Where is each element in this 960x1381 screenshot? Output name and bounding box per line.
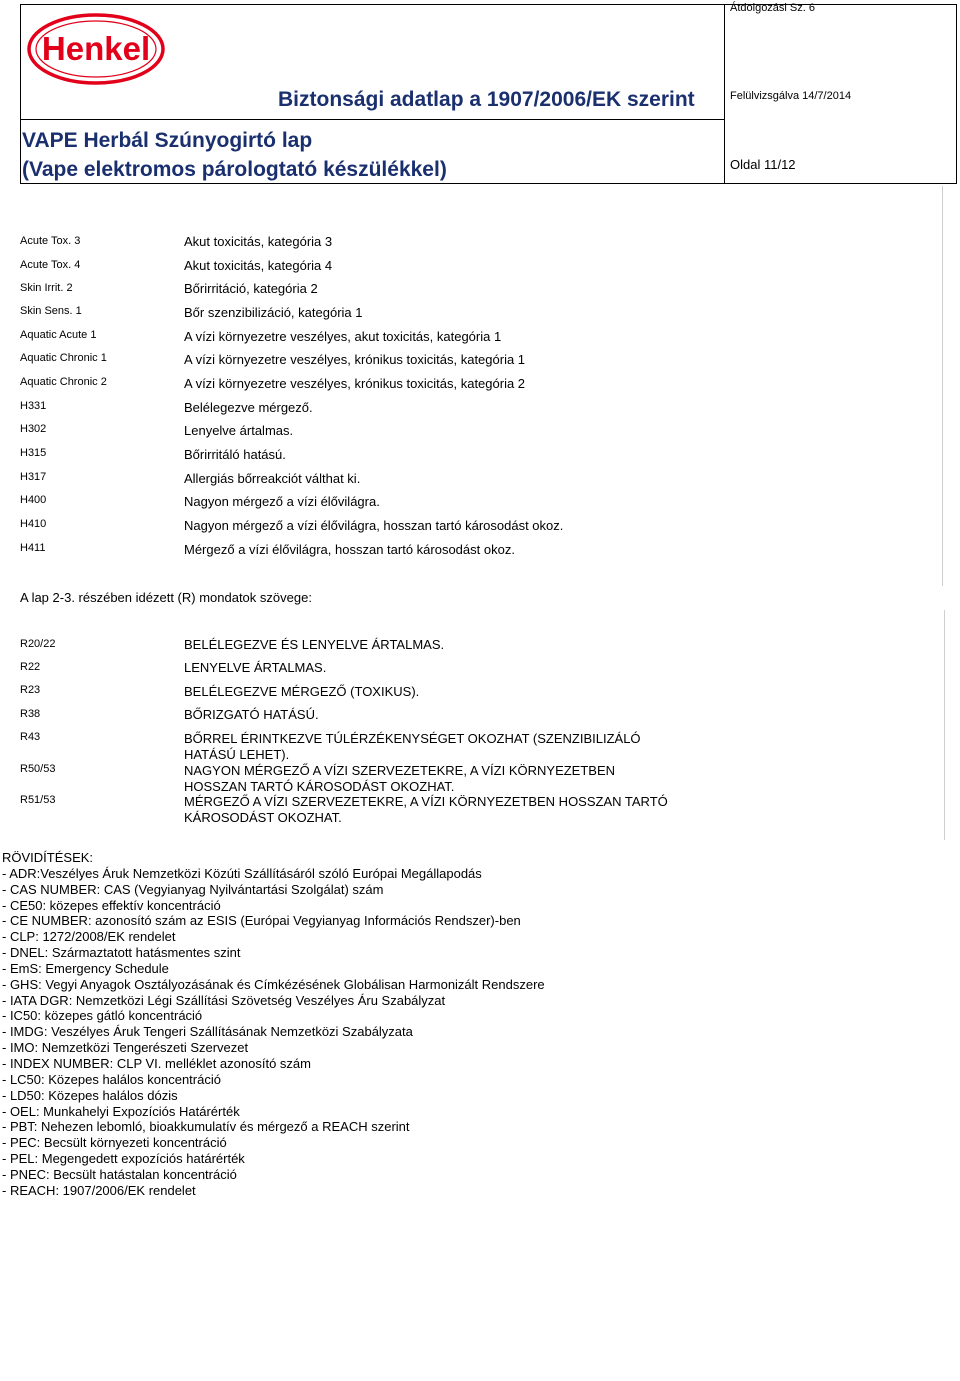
hazard-description: Belélegezve mérgező. (184, 400, 313, 415)
hazard-description: Bőrirritáló hatású. (184, 447, 286, 462)
henkel-logo (26, 12, 166, 86)
hazard-description: Lenyelve ártalmas. (184, 423, 294, 438)
hazard-description: Bőr szenzibilizáció, kategória 1 (184, 305, 363, 320)
hazard-description: Akut toxicitás, kategória 4 (184, 258, 333, 273)
hazard-code: Aquatic Chronic 2 (20, 376, 107, 388)
r-phrase-code: R43 (20, 731, 41, 743)
hazard-code: Skin Irrit. 2 (20, 282, 73, 294)
header-divider-horizontal (20, 119, 724, 120)
abbreviation-item: - OEL: Munkahelyi Expozíciós Határérték (2, 1103, 240, 1119)
r-phrase-text: MÉRGEZŐ A VÍZI SZERVEZETEKRE, A VÍZI KÖRNYEZETBEN HOSSZAN TARTÓ KÁROSODÁST OKOZHAT. (184, 794, 668, 825)
hazard-description: A vízi környezetre veszélyes, krónikus toxicitás, kategória 1 (184, 352, 526, 367)
r-phrase-code: R50/53 (20, 763, 56, 775)
product-subtitle: (Vape elektromos párologtató készülékkel) (22, 158, 447, 181)
abbreviation-item: - IMO: Nemzetközi Tengerészeti Szervezet (2, 1040, 249, 1056)
hazard-code: Aquatic Acute 1 (20, 329, 97, 341)
r-phrase-code: R38 (20, 708, 41, 720)
abbreviation-item: - PEL: Megengedett expozíciós határérték (2, 1151, 245, 1167)
abbreviation-item: - INDEX NUMBER: CLP VI. melléklet azonosító szám (2, 1055, 311, 1071)
margin-rule (942, 186, 943, 586)
hazard-description: Allergiás bőrreakciót válthat ki. (184, 471, 361, 486)
abbreviation-item: - EmS: Emergency Schedule (2, 960, 169, 976)
abbreviations-heading: RÖVIDÍTÉSEK: (2, 850, 94, 865)
abbreviation-item: - LC50: Közepes halálos koncentráció (2, 1071, 221, 1087)
r-phrase-code: R51/53 (20, 794, 56, 806)
abbreviation-item: - CE50: közepes effektív koncentráció (2, 897, 221, 913)
abbreviation-item: - GHS: Vegyi Anyagok Osztályozásának és Címkézésének Globálisan Harmonizált Rendszere (2, 976, 545, 992)
revision-number: Átdolgozási Sz. 6 (730, 2, 815, 14)
abbreviation-item: - IC50: közepes gátló koncentráció (2, 1008, 203, 1024)
abbreviation-item: - ADR:Veszélyes Áruk Nemzetközi Közúti Szállításáról szóló Európai Megállapodás (2, 865, 482, 881)
hazard-code: H302 (20, 423, 47, 435)
abbreviation-item: - PBT: Nehezen lebomló, bioakkumulatív és mérgező a REACH szerint (2, 1119, 410, 1135)
hazard-description: Mérgező a vízi élővilágra, hosszan tartó károsodást okoz. (184, 542, 515, 557)
review-date: Felülvizsgálva 14/7/2014 (730, 90, 852, 102)
r-phrases-intro: A lap 2-3. részében idézett (R) mondatok szövege: (20, 590, 312, 605)
page-number: Oldal 11/12 (730, 157, 796, 172)
hazard-code: H317 (20, 471, 47, 483)
r-phrase-code: R20/22 (20, 638, 56, 650)
r-phrase-text: LENYELVE ÁRTALMAS. (184, 660, 327, 675)
hazard-code: H331 (20, 400, 47, 412)
hazard-code: Acute Tox. 3 (20, 235, 81, 247)
header-divider-vertical (724, 4, 725, 184)
hazard-code: H411 (20, 542, 46, 554)
abbreviation-item: - IATA DGR: Nemzetközi Légi Szállítási Szövetség Veszélyes Áru Szabályzat (2, 992, 446, 1008)
abbreviation-item: - PEC: Becsült környezeti koncentráció (2, 1135, 227, 1151)
document-title: Biztonsági adatlap a 1907/2006/EK szerint (278, 88, 695, 111)
abbreviation-item: - REACH: 1907/2006/EK rendelet (2, 1182, 196, 1198)
hazard-description: Nagyon mérgező a vízi élővilágra. (184, 494, 380, 509)
hazard-description: A vízi környezetre veszélyes, krónikus toxicitás, kategória 2 (184, 376, 526, 391)
product-name: VAPE Herbál Szúnyogirtó lap (22, 129, 313, 152)
abbreviation-item: - PNEC: Becsült hatástalan koncentráció (2, 1166, 237, 1182)
hazard-description: Nagyon mérgező a vízi élővilágra, hosszan tartó károsodást okoz. (184, 518, 564, 533)
hazard-code: H315 (20, 447, 47, 459)
r-phrase-text: NAGYON MÉRGEZŐ A VÍZI SZERVEZETEKRE, A VÍZI KÖRNYEZETBEN HOSSZAN TARTÓ KÁROSODÁST OKOZHAT. (184, 763, 616, 794)
abbreviation-item: - CAS NUMBER: CAS (Vegyianyag Nyilvántartási Szolgálat) szám (2, 881, 384, 897)
abbreviations-section (2, 850, 545, 1199)
hazard-description: Bőrirritáció, kategória 2 (184, 281, 318, 296)
hazard-description: A vízi környezetre veszélyes, akut toxicitás, kategória 1 (184, 329, 502, 344)
abbreviation-item: - IMDG: Veszélyes Áruk Tengeri Szállításának Nemzetközi Szabályzata (2, 1024, 413, 1040)
abbreviation-item: - CLP: 1272/2008/EK rendelet (2, 929, 176, 945)
abbreviation-item: - DNEL: Származtatott hatásmentes szint (2, 945, 241, 961)
hazard-code: Aquatic Chronic 1 (20, 352, 107, 364)
hazard-code: Acute Tox. 4 (20, 259, 81, 271)
hazard-code: Skin Sens. 1 (20, 305, 82, 317)
margin-rule (944, 610, 945, 840)
abbreviation-item: - CE NUMBER: azonosító szám az ESIS (Európai Vegyianyag Információs Rendszer)-ben (2, 913, 521, 929)
logo-text: Henkel (41, 30, 151, 67)
r-phrase-text: BELÉLEGEZVE MÉRGEZŐ (TOXIKUS). (184, 684, 420, 699)
r-phrase-code: R22 (20, 661, 41, 673)
hazard-code: H400 (20, 494, 47, 506)
r-phrase-text: BŐRIZGATÓ HATÁSÚ. (184, 707, 319, 722)
hazard-description: Akut toxicitás, kategória 3 (184, 234, 333, 249)
r-phrase-code: R23 (20, 684, 41, 696)
hazard-code: H410 (20, 518, 47, 530)
abbreviation-item: - LD50: Közepes halálos dózis (2, 1087, 178, 1103)
r-phrase-text: BŐRREL ÉRINTKEZVE TÚLÉRZÉKENYSÉGET OKOZHAT (SZENZIBILIZÁLÓ HATÁSÚ LEHET). (184, 731, 641, 762)
r-phrase-text: BELÉLEGEZVE ÉS LENYELVE ÁRTALMAS. (184, 637, 445, 652)
